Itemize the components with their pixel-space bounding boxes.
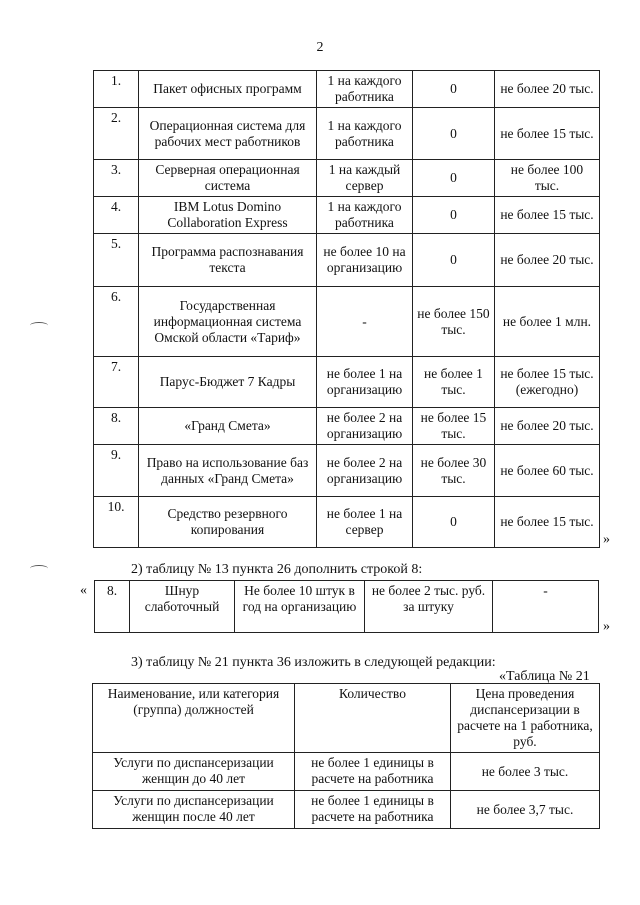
row-price: не более 100 тыс. [495,160,600,197]
row-price: не более 2 тыс. руб. за штуку [365,581,493,633]
row-limit: не более 15 тыс. [413,408,495,445]
table-row [94,234,600,287]
row-number: 6. [94,287,139,357]
header-name: Наименование, или категория (группа) должностей [93,684,295,753]
table-row [94,71,600,108]
row-limit: не более 1 тыс. [413,357,495,408]
table2-close-quote: » [603,619,610,634]
row-price: не более 15 тыс. [495,108,600,160]
row-quantity: не более 2 на организацию [317,445,413,497]
row-quantity: - [317,287,413,357]
row-number: 5. [94,234,139,287]
row-quantity: 1 на каждого работника [317,108,413,160]
row-price: не более 15 тыс. (ежегодно) [495,357,600,408]
row-name: Государственная информационная система Омской области «Тариф» [139,287,317,357]
table-21-caption: «Таблица № 21 [499,669,590,684]
row-quantity: 1 на каждый сервер [317,160,413,197]
row-number: 9. [94,445,139,497]
table-row [95,581,599,633]
table1-close-quote: » [603,532,610,547]
table-row [94,108,600,160]
row-price: не более 20 тыс. [495,234,600,287]
row-price: не более 1 млн. [495,287,600,357]
table-row [94,287,600,357]
row-price: не более 60 тыс. [495,445,600,497]
row-price: не более 20 тыс. [495,71,600,108]
row-name: Пакет офисных программ [139,71,317,108]
row-limit: 0 [413,71,495,108]
row-quantity: не более 1 единицы в расчете на работника [295,753,451,791]
scan-mark [30,565,48,572]
row-limit: 0 [413,497,495,548]
row-number: 3. [94,160,139,197]
paragraph-3: 3) таблицу № 21 пункта 36 изложить в следующей редакции: [131,655,496,670]
table-row [94,445,600,497]
row-limit: 0 [413,234,495,287]
page-number: 2 [316,40,324,55]
row-number: 8. [94,408,139,445]
table-row [93,791,600,829]
row-number: 2. [94,108,139,160]
row-name: «Гранд Смета» [139,408,317,445]
row-name: Операционная система для рабочих мест работников [139,108,317,160]
row-name: Парус-Бюджет 7 Кадры [139,357,317,408]
header-price: Цена проведения диспансеризации в расчете на 1 работника, руб. [451,684,600,753]
table-13-row [94,580,599,633]
paragraph-2: 2) таблицу № 13 пункта 26 дополнить строкой 8: [131,562,423,577]
table-row [94,497,600,548]
row-quantity: Не более 10 штук в год на организацию [235,581,365,633]
row-quantity: не более 1 на организацию [317,357,413,408]
row-quantity: не более 1 единицы в расчете на работника [295,791,451,829]
row-number: 8. [95,581,130,633]
table2-open-quote: « [80,583,87,598]
row-limit: 0 [413,160,495,197]
row-extra: - [493,581,599,633]
row-number: 1. [94,71,139,108]
row-price: не более 15 тыс. [495,197,600,234]
scan-mark [30,322,48,329]
table-row [93,753,600,791]
row-quantity: не более 1 на сервер [317,497,413,548]
row-limit: 0 [413,108,495,160]
table-row [94,197,600,234]
row-quantity: 1 на каждого работника [317,71,413,108]
table-21 [92,683,600,829]
row-name: Услуги по диспансеризации женщин после 40 лет [93,791,295,829]
row-name: IBM Lotus Domino Collaboration Express [139,197,317,234]
row-quantity: не более 2 на организацию [317,408,413,445]
row-price: не более 3 тыс. [451,753,600,791]
row-number: 4. [94,197,139,234]
row-name: Средство резервного копирования [139,497,317,548]
table-row [94,357,600,408]
row-quantity: 1 на каждого работника [317,197,413,234]
table-header-row [93,684,600,753]
row-number: 10. [94,497,139,548]
row-price: не более 3,7 тыс. [451,791,600,829]
software-table [93,70,600,548]
row-name: Серверная операционная система [139,160,317,197]
row-number: 7. [94,357,139,408]
header-quantity: Количество [295,684,451,753]
row-price: не более 20 тыс. [495,408,600,445]
row-name: Услуги по диспансеризации женщин до 40 лет [93,753,295,791]
row-name: Право на использование баз данных «Гранд Смета» [139,445,317,497]
row-limit: 0 [413,197,495,234]
row-limit: не более 30 тыс. [413,445,495,497]
row-name: Программа распознавания текста [139,234,317,287]
row-price: не более 15 тыс. [495,497,600,548]
table-row [94,160,600,197]
row-limit: не более 150 тыс. [413,287,495,357]
row-name: Шнур слаботочный [130,581,235,633]
row-quantity: не более 10 на организацию [317,234,413,287]
table-row [94,408,600,445]
